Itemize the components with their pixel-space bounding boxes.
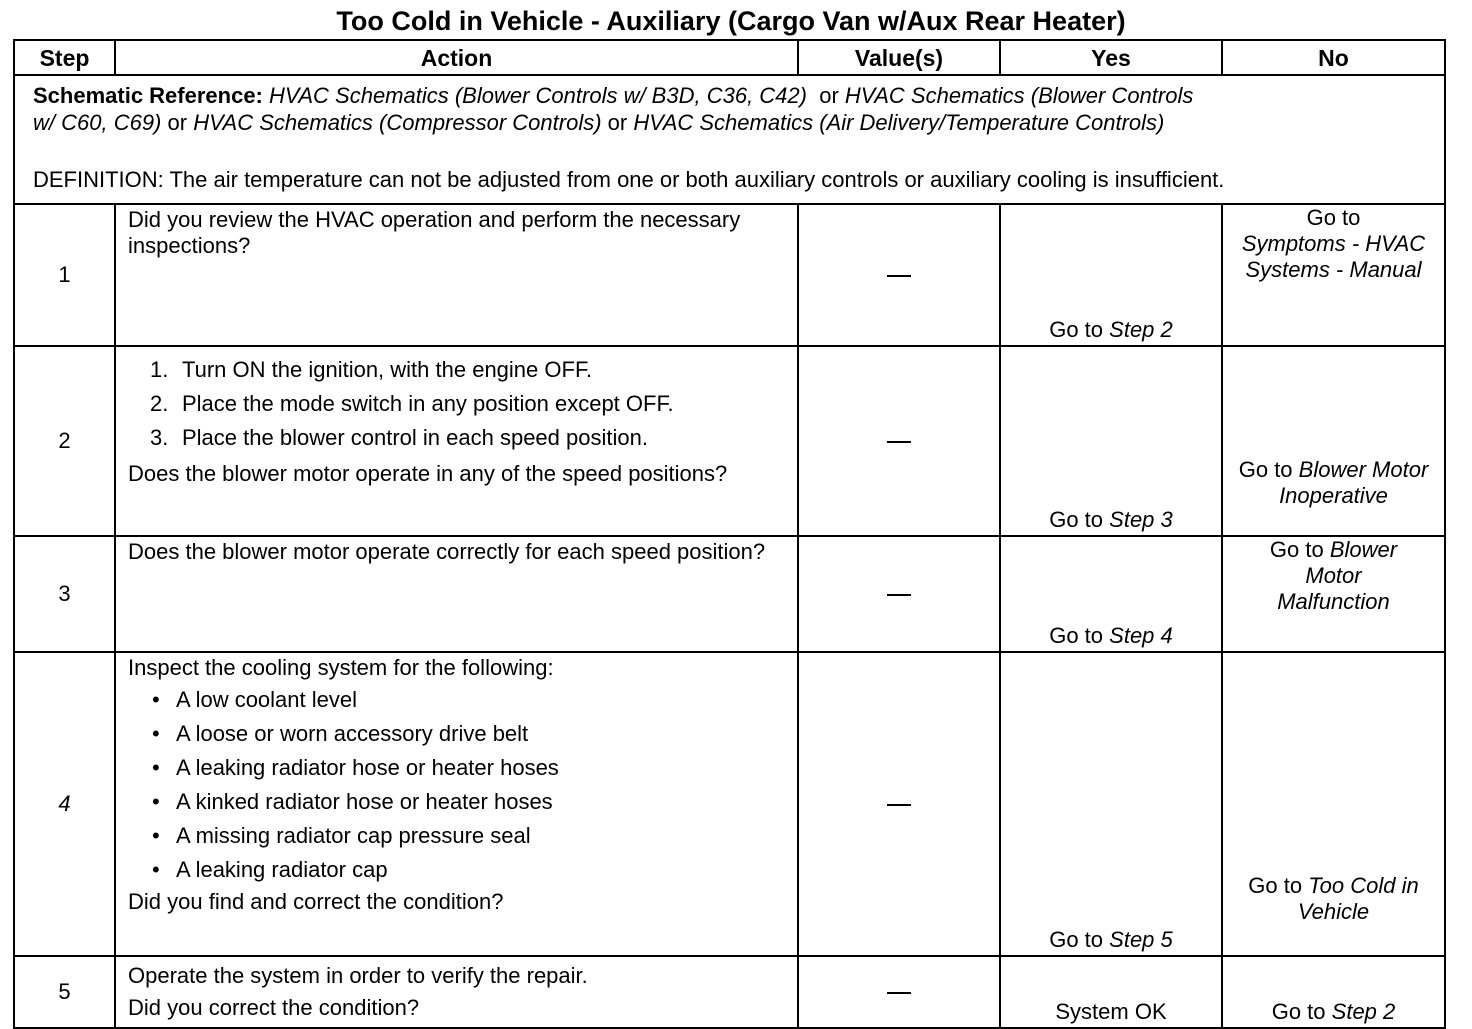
list-item xyxy=(128,717,787,751)
table-row xyxy=(14,652,1445,956)
reference-link-blower-c60-cont[interactable]: w/ C60, C69) xyxy=(33,110,162,135)
table-row xyxy=(14,956,1445,1028)
yes-link[interactable]: Step 4 xyxy=(1109,623,1173,648)
yes-text: System OK xyxy=(1055,999,1167,1024)
yes-cell xyxy=(1000,652,1222,956)
action-cell xyxy=(115,204,798,346)
value-cell xyxy=(798,536,1000,652)
no-link[interactable]: Blower Motor Inoperative xyxy=(1279,457,1429,508)
table-header-row xyxy=(14,40,1445,75)
reference-link-blower-c60[interactable]: HVAC Schematics (Blower Controls xyxy=(844,83,1194,108)
no-cell xyxy=(1222,652,1445,956)
list-item xyxy=(128,819,787,853)
no-prefix: Go to xyxy=(1271,999,1326,1024)
yes-link[interactable]: Step 2 xyxy=(1109,317,1173,342)
dash-mark xyxy=(887,275,911,277)
reference-link-air-delivery[interactable]: HVAC Schematics (Air Delivery/Temperature Controls) xyxy=(633,110,1165,135)
list-number: 3. xyxy=(150,425,169,450)
yes-link[interactable]: Step 3 xyxy=(1109,507,1173,532)
yes-prefix: Go to xyxy=(1049,623,1104,648)
page-title: Too Cold in Vehicle - Auxiliary (Cargo Van w/Aux Rear Heater) xyxy=(336,6,1126,36)
list-item xyxy=(128,683,787,717)
action-cell xyxy=(115,346,798,536)
step-number: 3 xyxy=(14,536,115,652)
or-text: or xyxy=(167,110,188,135)
list-item xyxy=(128,421,787,455)
action-text: Does the blower motor operate correctly for each speed position? xyxy=(128,539,766,564)
value-cell xyxy=(798,652,1000,956)
yes-prefix: Go to xyxy=(1049,317,1104,342)
header-step: Step xyxy=(14,40,115,75)
no-prefix: Go to xyxy=(1269,537,1324,562)
intro-text: Inspect the cooling system for the following: xyxy=(128,655,554,680)
list-text: A loose or worn accessory drive belt xyxy=(176,721,529,746)
reference-label: Schematic Reference: xyxy=(33,83,263,108)
question-text: Did you correct the condition? xyxy=(128,995,420,1020)
definition-text: DEFINITION: The air temperature can not be adjusted from one or both auxiliary controls or auxiliary cooling is insufficient. xyxy=(33,167,1225,192)
table-row xyxy=(14,346,1445,536)
yes-prefix: Go to xyxy=(1049,507,1104,532)
list-item xyxy=(128,751,787,785)
list-text: Turn ON the ignition, with the engine OFF. xyxy=(182,357,593,382)
yes-cell xyxy=(1000,956,1222,1028)
list-item xyxy=(128,387,787,421)
step-number: 5 xyxy=(14,956,115,1028)
bullet-icon: • xyxy=(152,721,160,746)
step-number: 1 xyxy=(14,204,115,346)
bullet-list xyxy=(128,683,787,887)
list-text: A missing radiator cap pressure seal xyxy=(176,823,531,848)
no-link[interactable]: Blower Motor Malfunction xyxy=(1277,537,1398,614)
value-cell xyxy=(798,204,1000,346)
header-yes: Yes xyxy=(1000,40,1222,75)
yes-cell xyxy=(1000,346,1222,536)
action-cell xyxy=(115,536,798,652)
no-link[interactable]: Symptoms - HVAC Systems - Manual xyxy=(1241,231,1426,282)
numbered-list xyxy=(128,353,787,455)
no-prefix: Go to xyxy=(1238,457,1293,482)
action-text: Operate the system in order to verify the repair. xyxy=(128,963,588,988)
dash-mark xyxy=(887,992,911,994)
reference-link-blower-b3d[interactable]: HVAC Schematics (Blower Controls w/ B3D, C36, C42) xyxy=(269,83,807,108)
header-no: No xyxy=(1222,40,1445,75)
no-prefix: Go to xyxy=(1248,873,1303,898)
list-item xyxy=(128,785,787,819)
bullet-icon: • xyxy=(152,755,160,780)
list-number: 2. xyxy=(150,391,169,416)
bullet-icon: • xyxy=(152,687,160,712)
value-cell xyxy=(798,346,1000,536)
list-text: A kinked radiator hose or heater hoses xyxy=(176,789,553,814)
yes-link[interactable]: Step 5 xyxy=(1109,927,1173,952)
header-values: Value(s) xyxy=(798,40,1000,75)
value-cell xyxy=(798,956,1000,1028)
list-item xyxy=(128,853,787,887)
yes-cell xyxy=(1000,536,1222,652)
bullet-icon: • xyxy=(152,823,160,848)
table-row xyxy=(14,536,1445,652)
list-number: 1. xyxy=(150,357,169,382)
step-number: 2 xyxy=(14,346,115,536)
bullet-icon: • xyxy=(152,789,160,814)
yes-cell xyxy=(1000,204,1222,346)
step-number-text: 4 xyxy=(58,791,71,816)
or-text: or xyxy=(819,83,839,108)
no-cell xyxy=(1222,956,1445,1028)
no-prefix: Go to xyxy=(1306,205,1361,230)
action-text: Did you review the HVAC operation and perform the necessary inspections? xyxy=(128,207,741,258)
schematic-reference xyxy=(14,75,1445,204)
table-row xyxy=(14,204,1445,346)
step-number xyxy=(14,652,115,956)
list-text: Place the blower control in each speed position. xyxy=(182,425,648,450)
no-cell xyxy=(1222,346,1445,536)
yes-prefix: Go to xyxy=(1049,927,1104,952)
dash-mark xyxy=(887,804,911,806)
bullet-icon: • xyxy=(152,857,160,882)
reference-link-compressor[interactable]: HVAC Schematics (Compressor Controls) xyxy=(193,110,602,135)
diagnostic-table xyxy=(13,39,1446,1029)
no-link[interactable]: Too Cold in Vehicle xyxy=(1297,873,1419,924)
reference-row xyxy=(14,75,1445,204)
no-link[interactable]: Step 2 xyxy=(1331,999,1396,1024)
list-text: A leaking radiator hose or heater hoses xyxy=(176,755,559,780)
header-action: Action xyxy=(115,40,798,75)
list-text: A leaking radiator cap xyxy=(176,857,388,882)
or-text: or xyxy=(607,110,628,135)
action-cell xyxy=(115,652,798,956)
question-text: Does the blower motor operate in any of the speed positions? xyxy=(128,461,728,486)
list-item xyxy=(128,353,787,387)
action-cell xyxy=(115,956,798,1028)
list-text: Place the mode switch in any position except OFF. xyxy=(182,391,674,416)
dash-mark xyxy=(887,441,911,443)
list-text: A low coolant level xyxy=(176,687,357,712)
no-cell xyxy=(1222,204,1445,346)
dash-mark xyxy=(887,594,911,596)
question-text: Did you find and correct the condition? xyxy=(128,889,504,914)
no-cell xyxy=(1222,536,1445,652)
